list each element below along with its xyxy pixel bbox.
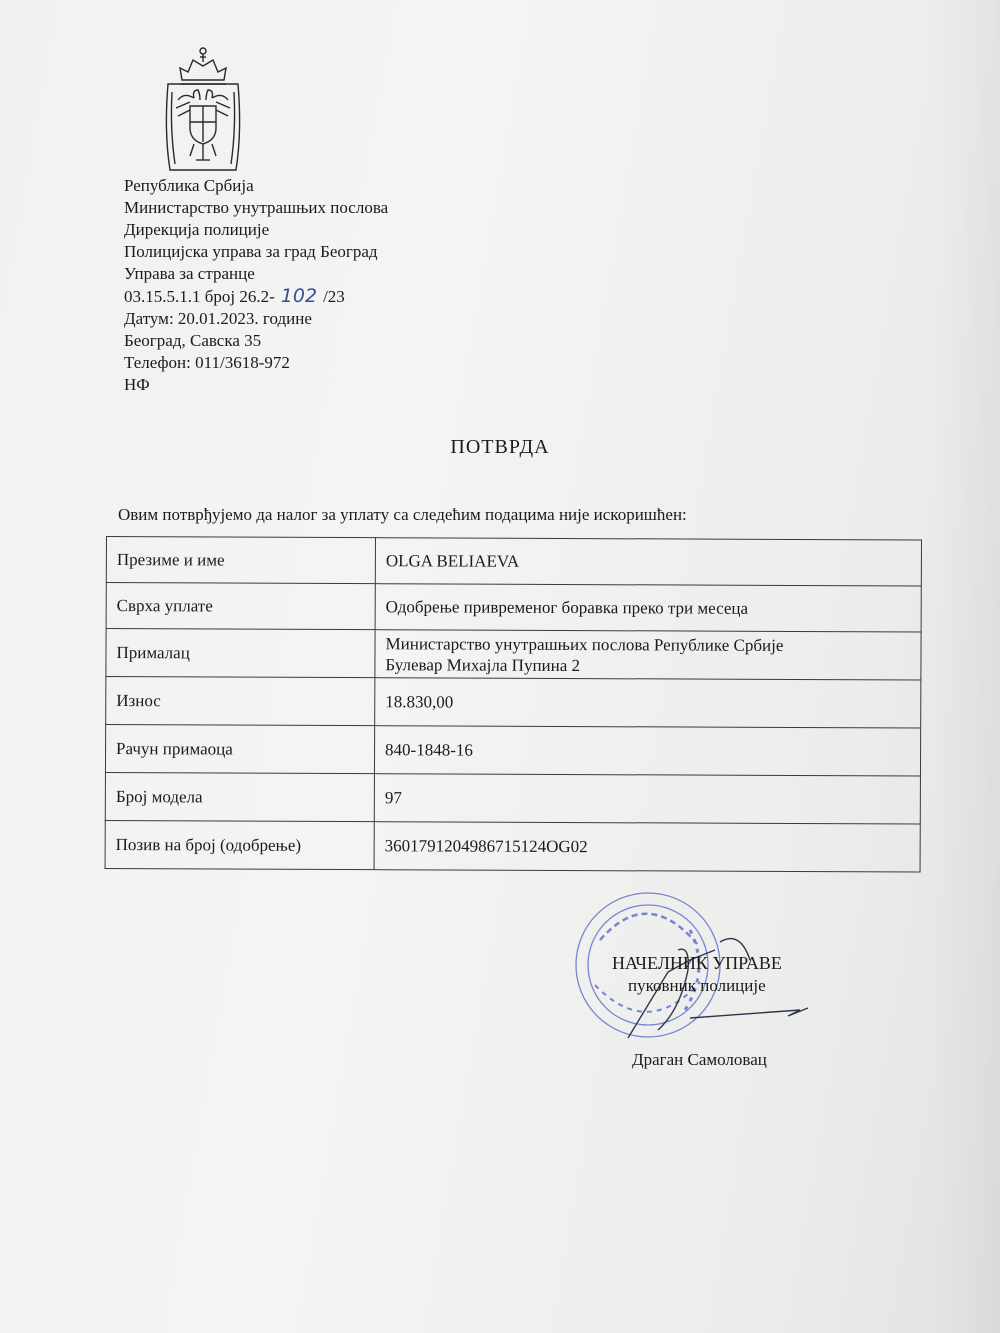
reference-handwritten-number: 102 (280, 285, 318, 307)
row-value: 840-1848-16 (374, 726, 920, 776)
header-date: Датум: 20.01.2023. године (124, 309, 312, 328)
table-row (105, 820, 920, 872)
header-phone: Телефон: 011/3618-972 (124, 353, 290, 372)
issuer-header (124, 175, 388, 396)
header-code: НФ (124, 375, 150, 394)
signatory-rank: пуковник полиције (628, 976, 766, 995)
table-row (106, 629, 921, 681)
row-value: 97 (374, 774, 920, 824)
row-value: 18.830,00 (375, 678, 921, 728)
table-row (105, 772, 920, 824)
row-value: 3601791204986715124OG02 (374, 822, 920, 872)
recipient-name: Министарство унутрашњих послова Републике Србије (385, 633, 784, 655)
row-label: Прималац (106, 629, 375, 678)
header-reference-number (124, 285, 388, 308)
intro-text: Овим потврђујемо да налог за уплату са следећим подацима није искоришћен: (118, 505, 687, 524)
page-edge-shadow (930, 0, 1000, 1333)
signatory-title: НАЧЕЛНИК УПРАВЕ (612, 953, 782, 973)
row-label: Презиме и име (106, 537, 375, 584)
header-directorate: Дирекција полиције (124, 220, 270, 239)
row-label: Сврха уплате (106, 583, 375, 630)
header-foreigners-office: Управа за странце (124, 264, 255, 283)
table-row (106, 537, 921, 587)
row-label: Износ (106, 677, 375, 726)
table-row (106, 677, 921, 729)
document-title: ПОТВРДА (450, 436, 550, 458)
signatory-name: Драган Самоловац (632, 1050, 767, 1069)
header-address: Београд, Савска 35 (124, 331, 262, 350)
serbia-coat-of-arms-icon (160, 42, 246, 176)
row-label: Позив на број (одобрење) (105, 820, 374, 869)
header-police-department: Полицијска управа за град Београд (124, 242, 378, 261)
header-country: Република Србија (124, 176, 254, 195)
row-value (375, 630, 921, 680)
row-label: Број модела (105, 772, 374, 821)
table-row (106, 583, 921, 633)
reference-suffix: /23 (323, 287, 345, 306)
row-value: Одобрење привременог боравка преко три месеца (375, 584, 921, 632)
row-value: OLGA BELIAEVA (375, 538, 921, 586)
table-row (105, 725, 920, 777)
payment-details-table (105, 536, 922, 873)
header-ministry: Министарство унутрашњих послова (124, 198, 389, 217)
recipient-address: Булевар Михајла Пупина 2 (385, 654, 581, 675)
reference-prefix: 03.15.5.1.1 број 26.2- (124, 287, 275, 306)
row-label: Рачун примаоца (105, 725, 374, 774)
